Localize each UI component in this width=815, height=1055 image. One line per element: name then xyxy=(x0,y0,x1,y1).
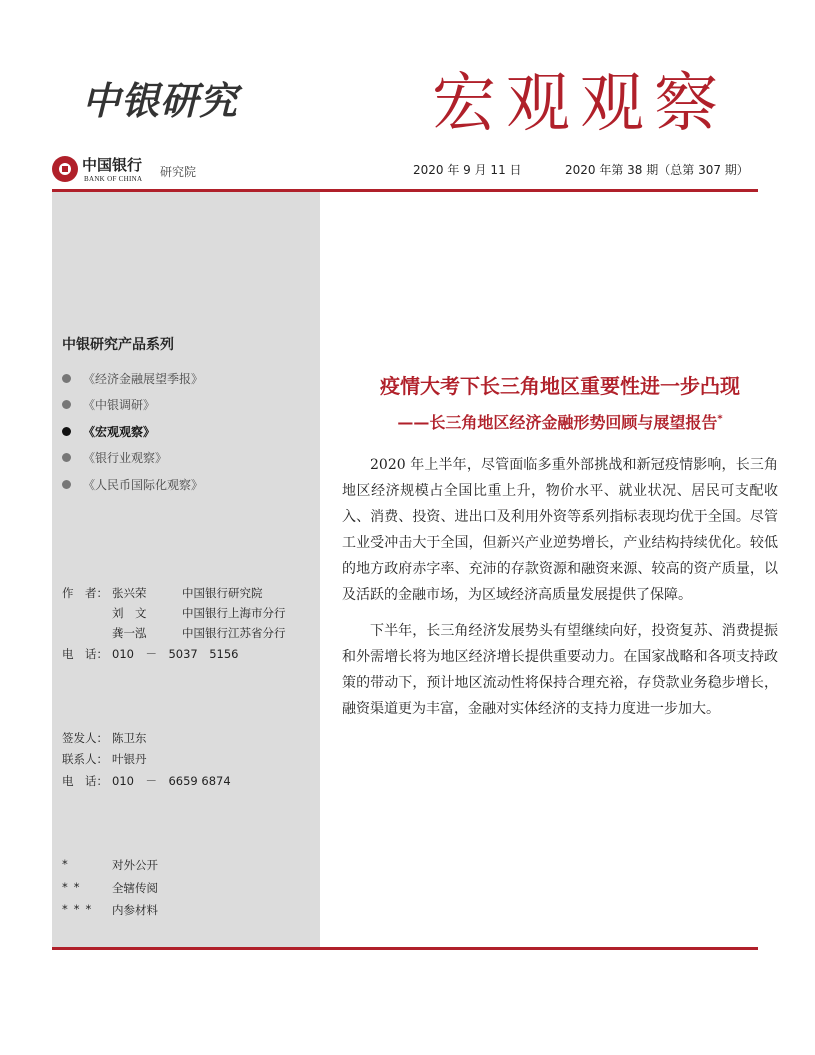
series-item: 《人民币国际化观察》 xyxy=(62,471,203,498)
publish-date: 2020 年 9 月 11 日 xyxy=(413,163,522,177)
sidebar-panel xyxy=(52,192,320,947)
signer-row: 签发人： 陈卫东 xyxy=(62,731,147,745)
bank-name-cn: 中国银行 xyxy=(82,156,143,174)
bullet-icon xyxy=(62,374,71,383)
author-phone: 电 话： 010 － 5037 5156 xyxy=(62,647,239,661)
bullet-icon xyxy=(62,400,71,409)
product-series-list xyxy=(62,365,203,498)
bullet-icon xyxy=(62,453,71,462)
author-row: 龚一泓 中国银行江苏省分行 xyxy=(112,626,286,640)
bottom-divider xyxy=(52,947,758,950)
series-title: 宏观观察 xyxy=(432,67,728,141)
contact-phone: 电 话： 010 － 6659 6874 xyxy=(62,774,231,788)
bank-of-china-logo-icon xyxy=(52,156,78,182)
paragraph: 2020 年上半年，尽管面临多重外部挑战和新冠疫情影响，长三角地区经济规模占全国比重上升，物价水平、就业状况、居民可支配收入、消费、投资、进出口及利用外资等系列指标表现均优于全国。尽管工业受冲击大于全国，但新兴产业逆势增长，产业结构持续优化。较低的地方政府赤字率、充沛的存款资源和融资来源、较高的资产质量，以及活跃的金融市场，为区域经济高质量发展提供了保障。 xyxy=(342,457,778,603)
classification-row: *** 内参材料 xyxy=(62,902,158,917)
author-row: 作 者： 张兴荣 中国银行研究院 xyxy=(62,586,263,600)
product-series-heading: 中银研究产品系列 xyxy=(62,337,174,353)
series-item: 《中银调研》 xyxy=(62,392,203,419)
classification-row: * 对外公开 xyxy=(62,857,158,872)
article-body xyxy=(342,452,778,732)
article-title: 疫情大考下长三角地区重要性进一步凸现 xyxy=(380,374,740,398)
bank-name-en: BANK OF CHINA xyxy=(84,175,143,183)
bullet-icon xyxy=(62,427,71,436)
series-item: 《银行业观察》 xyxy=(62,445,203,472)
series-item: 《经济金融展望季报》 xyxy=(62,365,203,392)
classification-row: ** 全辖传阅 xyxy=(62,880,158,895)
zhongyin-research-logo: 中银研究 xyxy=(82,78,239,123)
issue-number: 2020 年第 38 期（总第 307 期） xyxy=(565,163,749,177)
department-label: 研究院 xyxy=(160,165,197,179)
article-subtitle: ——长三角地区经济金融形势回顾与展望报告* xyxy=(397,413,723,432)
footnote-mark: * xyxy=(717,413,723,425)
series-item-active: 《宏观观察》 xyxy=(62,418,203,445)
contact-row: 联系人： 叶银丹 xyxy=(62,752,147,766)
bullet-icon xyxy=(62,480,71,489)
paragraph: 下半年，长三角经济发展势头有望继续向好，投资复苏、消费提振和外需增长将为地区经济增长提供重要动力。在国家战略和各项支持政策的带动下，预计地区流动性将保持合理充裕，存贷款业务稳步增长，融资渠道更为丰富，金融对实体经济的支持力度进一步加大。 xyxy=(342,623,778,717)
author-row: 刘 文 中国银行上海市分行 xyxy=(112,606,286,620)
